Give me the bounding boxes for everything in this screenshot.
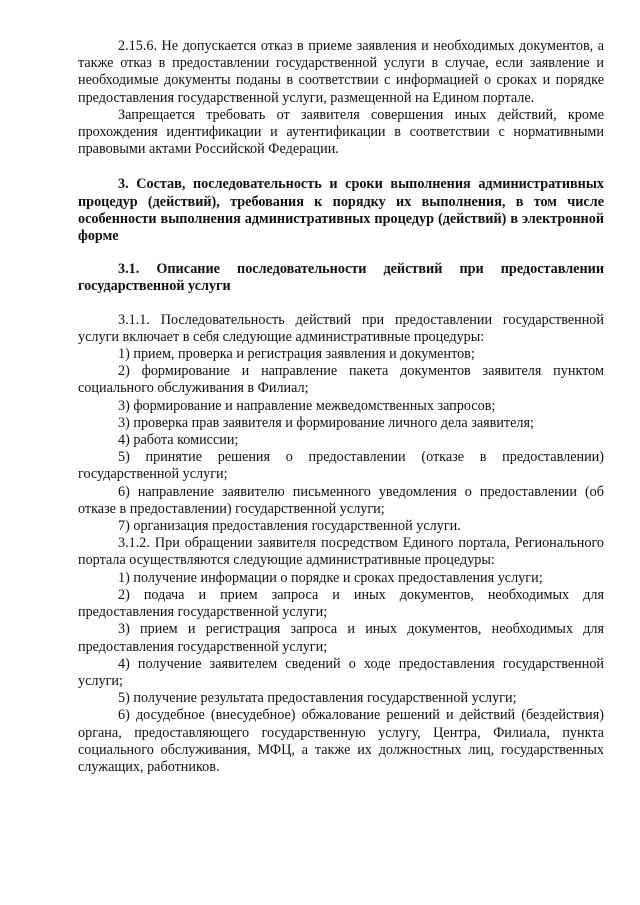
list-item: 6) направление заявителю письменного уведомления о предоставлении (об отказе в предоставлении) государственной услуги; xyxy=(78,483,604,517)
list-item: 2) подача и прием запроса и иных документов, необходимых для предоставления государственной услуги; xyxy=(78,586,604,621)
list-item: 4) получение заявителем сведений о ходе предоставления государственной услуги; xyxy=(78,655,604,689)
section-3-heading: 3. Состав, последовательность и сроки выполнения административных процедур (действий), требования к порядку их выполнения, в том числе особенности выполнения административных процедур (действий) в электронной форме xyxy=(78,176,604,245)
list-item: 3) формирование и направление межведомственных запросов; xyxy=(118,397,496,414)
paragraph-2-15-6: 2.15.6. Не допускается отказ в приеме заявления и необходимых документов, а также отказ в предоставлении государственной услуги в случае, если заявление и необходимые документы поданы в соответствии с информацией о сроках и порядке предоставления государственной услуги, размещенной на Едином портале. xyxy=(78,38,604,106)
paragraph-3-1-1: 3.1.1. Последовательность действий при предоставлении государственной услуги включает в себя следующие административные процедуры: xyxy=(78,311,604,345)
list-item: 3) проверка прав заявителя и формирование личного дела заявителя; xyxy=(118,414,534,431)
list-item: 1) прием, проверка и регистрация заявления и документов; xyxy=(118,346,475,363)
list-item: 6) досудебное (внесудебное) обжалование решений и действий (бездействия) органа, предоставляющего государственную услугу, Центра, Филиала, пункта социального обслуживания, МФЦ, а также их должностных лиц, государственных служащих, работников. xyxy=(78,707,604,775)
list-item: 5) получение результата предоставления государственной услуги; xyxy=(118,690,517,707)
paragraph-prohibition: Запрещается требовать от заявителя совершения иных действий, кроме прохождения идентификации и аутентификации в соответствии с нормативными правовыми актами Российской Федерации. xyxy=(78,106,604,158)
paragraph-3-1-2: 3.1.2. При обращении заявителя посредством Единого портала, Регионального портала осуществляются следующие административные процедуры: xyxy=(78,535,604,569)
list-item: 4) работа комиссии; xyxy=(118,432,239,449)
section-3-1-heading: 3.1. Описание последовательности действий при предоставлении государственной услуги xyxy=(78,261,604,295)
list-item: 1) получение информации о порядке и сроках предоставления услуги; xyxy=(118,569,543,586)
list-item: 2) формирование и направление пакета документов заявителя пунктом социального обслуживания в Филиал; xyxy=(78,363,604,397)
document-page xyxy=(78,38,604,776)
list-item: 5) принятие решения о предоставлении (отказе в предоставлении) государственной услуги; xyxy=(78,449,604,483)
list-item: 3) прием и регистрация запроса и иных документов, необходимых для предоставления государственной услуги; xyxy=(78,621,604,655)
list-item: 7) организация предоставления государственной услуги. xyxy=(118,518,461,535)
